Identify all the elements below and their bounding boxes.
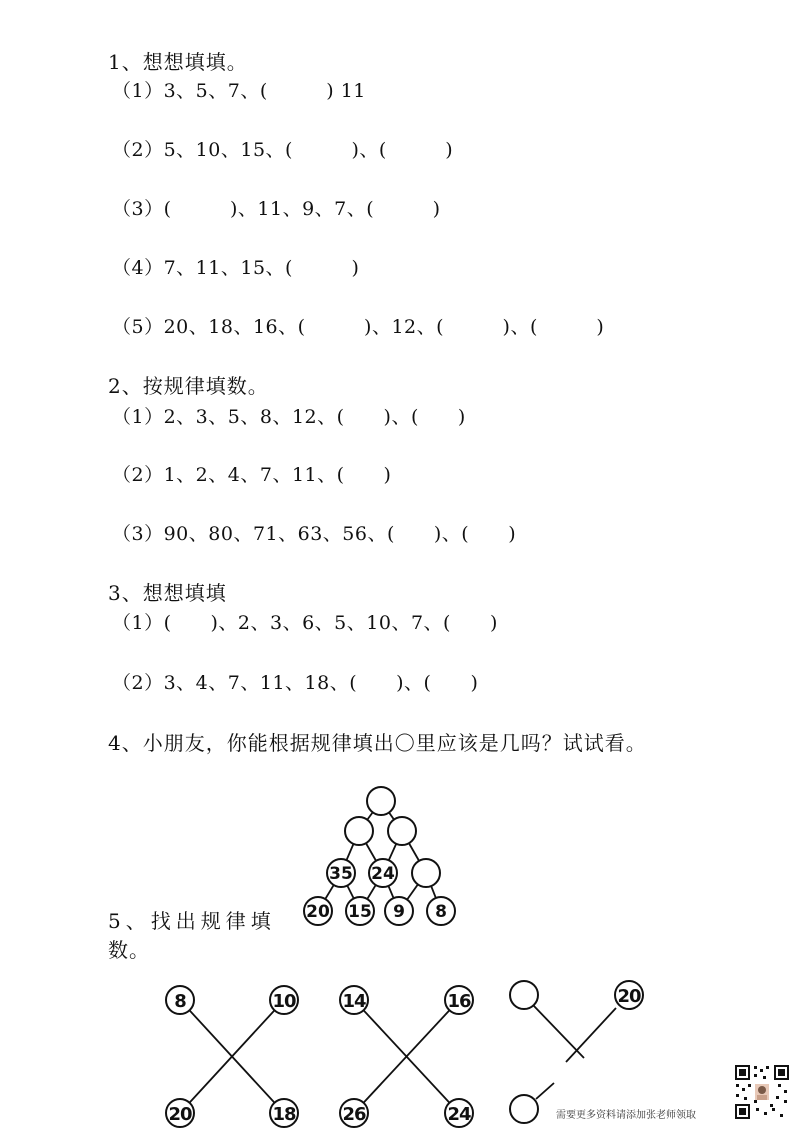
tree-node-empty bbox=[412, 859, 440, 887]
cross-node-empty bbox=[510, 1095, 538, 1123]
tree-value: 8 bbox=[435, 902, 447, 922]
q5-title-line2: 数。 bbox=[108, 938, 150, 962]
q3-title: 3、想想填填 bbox=[108, 581, 227, 605]
cross-value: 20 bbox=[168, 1104, 192, 1125]
q1-item-4: （4）7、11、15、( ) bbox=[112, 257, 360, 279]
tree-value: 24 bbox=[371, 864, 395, 884]
q2-title: 2、按规律填数。 bbox=[108, 374, 269, 398]
cross-value: 20 bbox=[617, 986, 641, 1007]
tree-value: 35 bbox=[329, 864, 353, 884]
q1-item-3: （3）( )、11、9、7、( ) bbox=[112, 198, 441, 220]
cross-line bbox=[566, 1008, 616, 1062]
tree-node-empty bbox=[345, 817, 373, 845]
cross-value: 16 bbox=[447, 991, 471, 1012]
cross-node-empty bbox=[510, 981, 538, 1009]
cross-value: 18 bbox=[272, 1104, 296, 1125]
qr-code-icon bbox=[734, 1064, 790, 1120]
q2-item-2: （2）1、2、4、7、11、( ) bbox=[112, 464, 392, 486]
cross-diagram-1 bbox=[166, 986, 298, 1127]
number-tree bbox=[304, 787, 455, 925]
cross-value: 10 bbox=[272, 991, 296, 1012]
q3-item-1: （1）( )、2、3、6、5、10、7、( ) bbox=[112, 612, 498, 634]
q1-item-1: （1）3、5、7、( ) 11 bbox=[112, 80, 366, 102]
q1-title: 1、想想填填。 bbox=[108, 50, 248, 74]
footer-note: 需要更多资料请添加张老师领取 bbox=[556, 1110, 696, 1121]
cross-value: 14 bbox=[342, 991, 366, 1012]
cross-value: 26 bbox=[342, 1104, 366, 1125]
q1-item-5: （5）20、18、16、( )、12、( )、( ) bbox=[112, 316, 605, 338]
cross-value: 8 bbox=[174, 991, 186, 1012]
q4-title: 4、小朋友，你能根据规律填出〇里应该是几吗？试试看。 bbox=[108, 731, 647, 755]
cross-diagram-3 bbox=[510, 981, 643, 1123]
q2-item-1: （1）2、3、5、8、12、( )、( ) bbox=[112, 406, 466, 428]
tree-node-empty bbox=[367, 787, 395, 815]
tree-value: 15 bbox=[348, 902, 372, 922]
q3-item-2: （2）3、4、7、11、18、( )、( ) bbox=[112, 672, 479, 694]
q2-item-3: （3）90、80、71、63、56、( )、( ) bbox=[112, 523, 517, 545]
cross-diagram-2 bbox=[340, 986, 473, 1127]
cross-line bbox=[536, 1083, 554, 1099]
q1-item-2: （2）5、10、15、( )、( ) bbox=[112, 139, 454, 161]
cross-value: 24 bbox=[447, 1104, 471, 1125]
q5-title-line1: 5、找出规律填 bbox=[108, 909, 276, 933]
tree-node-empty bbox=[388, 817, 416, 845]
tree-value: 20 bbox=[306, 902, 330, 922]
tree-value: 9 bbox=[393, 902, 405, 922]
